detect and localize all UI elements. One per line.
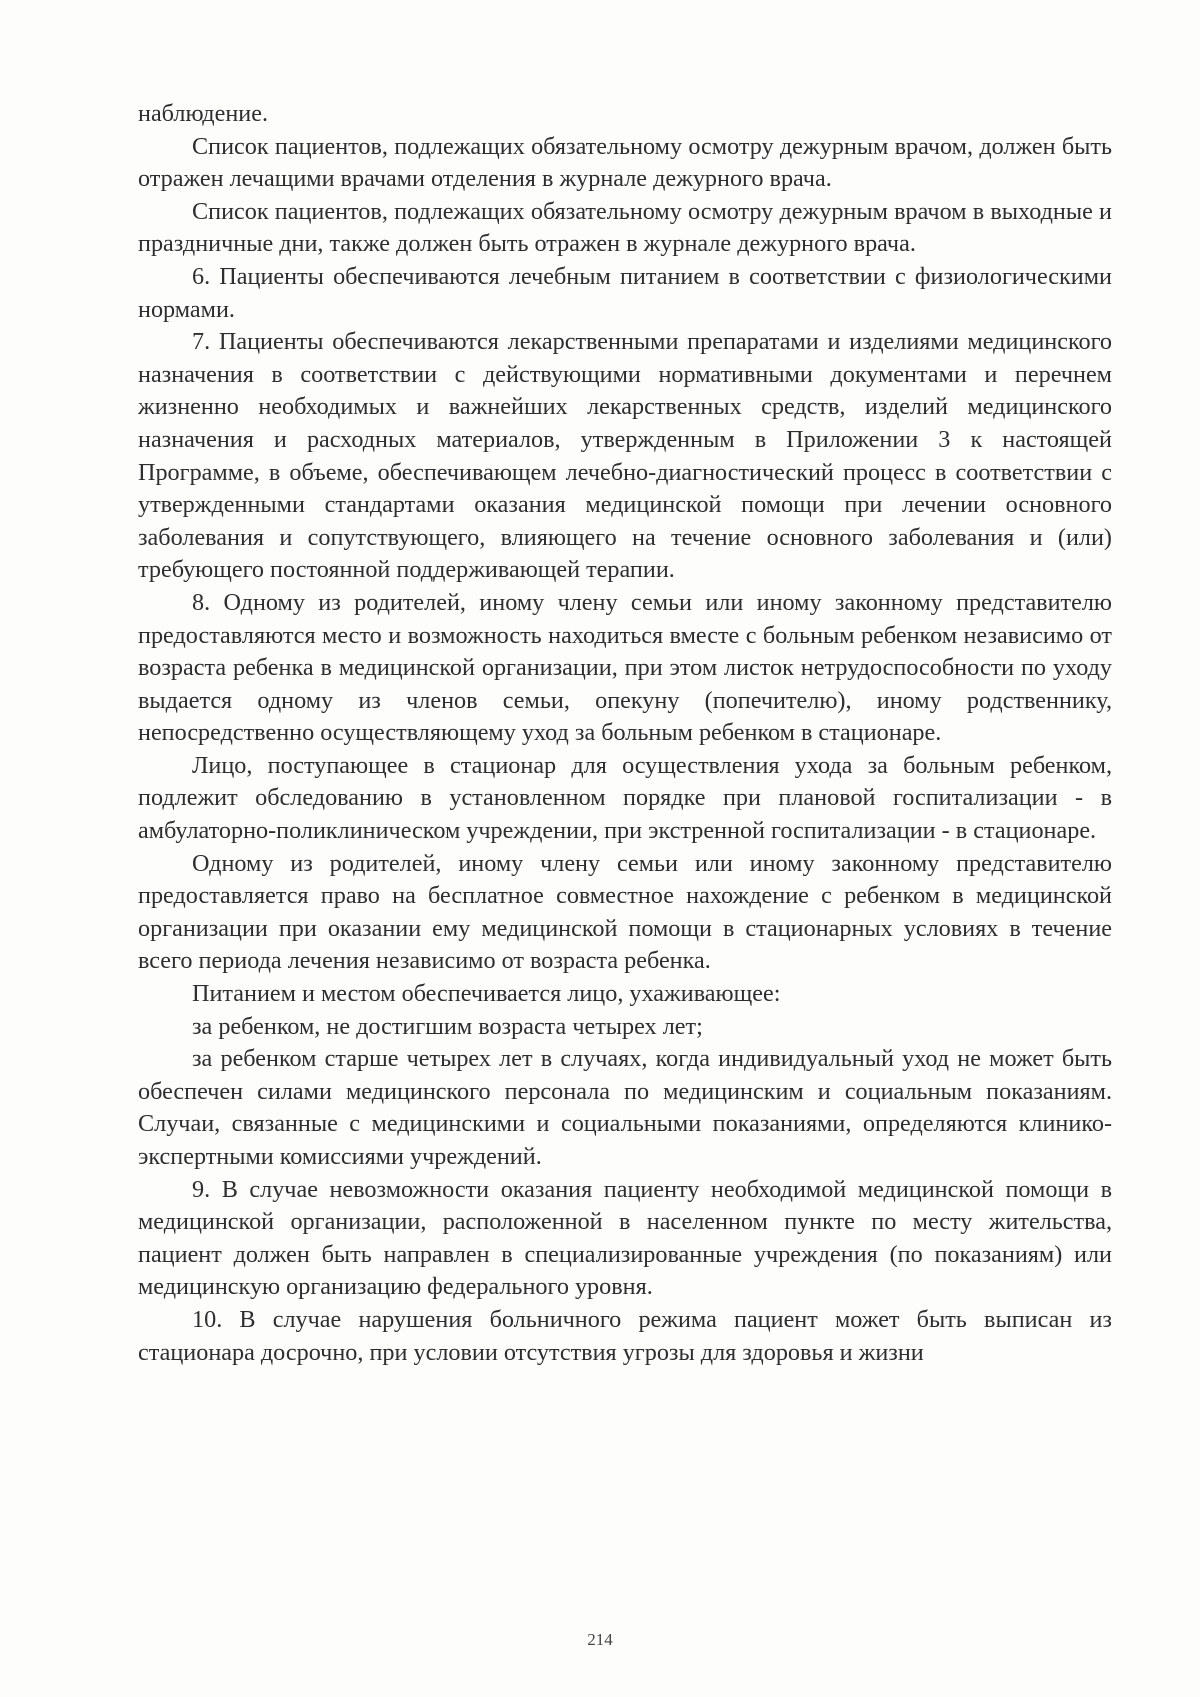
- paragraph-observation: наблюдение.: [138, 100, 269, 127]
- paragraph-item-10: 10. В случае нарушения больничного режима пациент может быть выписан из стационара досрочно, при условии отсутствия угрозы для здоровья и жизни: [138, 1305, 1112, 1366]
- paragraph-patient-list: Список пациентов, подлежащих обязательному осмотру дежурным врачом, должен быть отражен лечащими врачами отделения в журнале дежурного врача.: [138, 132, 1112, 193]
- paragraph-item-8: 8. Одному из родителей, иному члену семьи или иному законному представителю предоставляются место и возможность находиться вместе с больным ребенком независимо от возраста ребенка в медицинской организации, при этом листок нетрудоспособности по уходу выдается одному из членов семьи, опекуну (попечителю), иному родственнику, непосредственно осуществляющему уход за больным ребенком в стационаре.: [138, 588, 1112, 747]
- paragraph-item-9: 9. В случае невозможности оказания пациенту необходимой медицинской помощи в медицинской организации, расположенной в населенном пункте по месту жительства, пациент должен быть направлен в специализированные учреждения (по показаниям) или медицинскую организацию федерального уровня.: [138, 1175, 1112, 1301]
- paragraph-free-stay: Одному из родителей, иному члену семьи или иному законному представителю предоставляется право на бесплатное совместное нахождение с ребенком в медицинской организации при оказании ему медицинской помощи в стационарных условиях в течение всего периода лечения независимо от возраста ребенка.: [138, 849, 1112, 975]
- paragraph-item-6: 6. Пациенты обеспечиваются лечебным питанием в соответствии с физиологическими нормами.: [138, 262, 1112, 323]
- paragraph-patient-list-holidays: Список пациентов, подлежащих обязательному осмотру дежурным врачом в выходные и праздничные дни, также должен быть отражен в журнале дежурного врача.: [138, 197, 1112, 258]
- document-body: [138, 98, 1112, 1369]
- paragraph-item-7: 7. Пациенты обеспечиваются лекарственными препаратами и изделиями медицинского назначения в соответствии с действующими нормативными документами и перечнем жизненно необходимых и важнейших лекарственных средств, изделий медицинского назначения и расходных материалов, утвержденным в Приложении 3 к настоящей Программе, в объеме, обеспечивающем лечебно-диагностический процесс в соответствии с утвержденными стандартами оказания медицинской помощи при лечении основного заболевания и сопутствующего, влияющего на течение основного заболевания и (или) требующего постоянной поддерживающей терапии.: [138, 328, 1112, 584]
- paragraph-meals-intro: Питанием и местом обеспечивается лицо, ухаживающее:: [192, 980, 781, 1008]
- paragraph-over-four: за ребенком старше четырех лет в случаях, когда индивидуальный уход не может быть обеспечен силами медицинского персонала по медицинским и социальным показаниям. Случаи, связанные с медицинскими и социальными показаниями, определяются клинико-экспертными комиссиями учреждений.: [138, 1045, 1112, 1170]
- page-number: 214: [587, 1630, 613, 1649]
- paragraph-caregiver-examination: Лицо, поступающее в стационар для осуществления ухода за больным ребенком, подлежит обследованию в установленном порядке при плановой госпитализации - в амбулаторно-поликлиническом учреждении, при экстренной госпитализации - в стационаре.: [138, 751, 1112, 845]
- paragraph-under-four: за ребенком, не достигшим возраста четырех лет;: [192, 1012, 703, 1040]
